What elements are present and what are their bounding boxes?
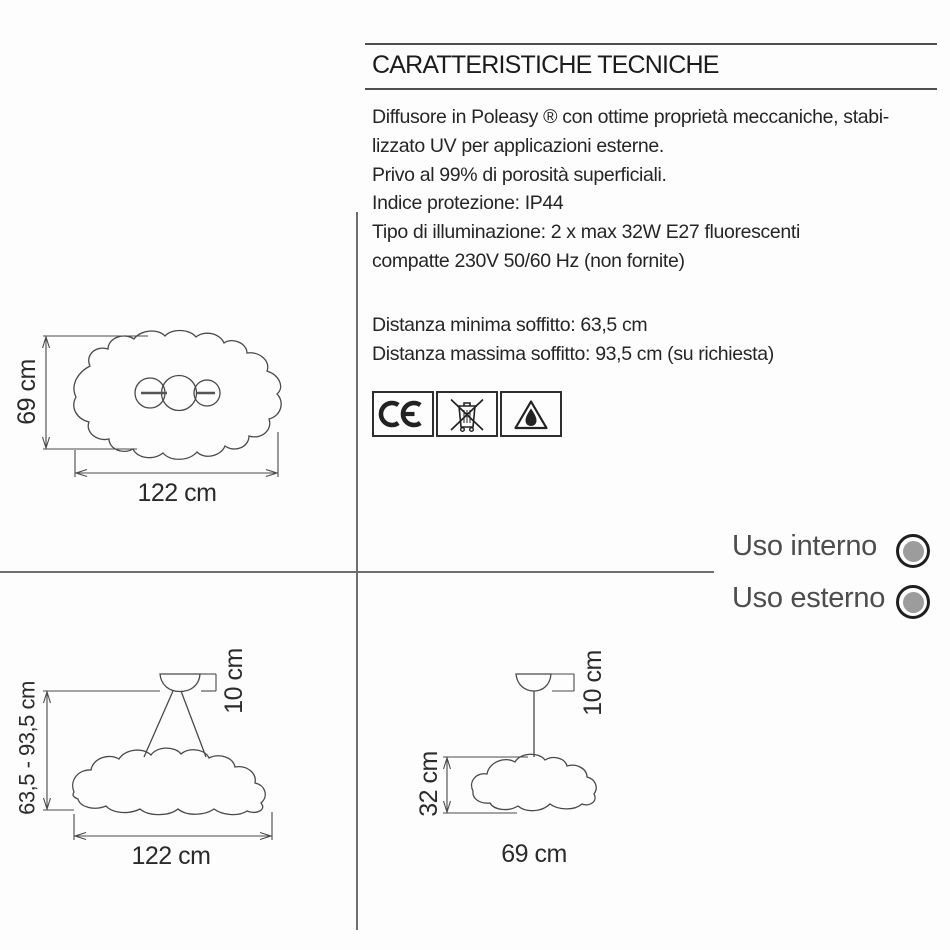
specs-line: Indice protezione: IP44 [372, 192, 564, 215]
canopy-large [160, 674, 200, 692]
top-view-drawing [0, 325, 340, 520]
side-large-drop-label: 63,5 - 93,5 cm [14, 681, 40, 815]
ce-mark-box [372, 391, 434, 437]
uso-interno-label: Uso interno [732, 530, 877, 562]
weee-bin-box [436, 391, 498, 437]
top-view-width-label: 122 cm [137, 479, 217, 507]
distance-min: Distanza minima soffitto: 63,5 cm [372, 314, 648, 336]
specs-paragraph [372, 103, 889, 276]
title-rule-bottom [365, 88, 937, 90]
uso-interno-indicator-dot [903, 541, 924, 562]
uso-esterno-indicator [896, 585, 930, 619]
ceiling-distances [372, 311, 774, 369]
side-small-canopy-label: 10 cm [579, 650, 607, 716]
uso-esterno-indicator-dot [903, 592, 924, 613]
side-view-large-drawing [0, 640, 330, 885]
cloud-side-large-outline [73, 748, 266, 815]
side-large-width-label: 122 cm [131, 842, 211, 870]
specs-line: Tipo di illuminazione: 2 x max 32W E27 fluorescenti [372, 221, 800, 244]
uso-esterno-label: Uso esterno [732, 582, 886, 614]
cloud-side-small-outline [472, 754, 597, 810]
specs-line: compatte 230V 50/60 Hz (non fornite) [372, 249, 685, 272]
suspension-wire-right [181, 691, 206, 757]
page-title: CARATTERISTICHE TECNICHE [372, 51, 719, 79]
distance-max: Distanza massima soffitto: 93,5 cm (su richiesta) [372, 342, 774, 365]
suspension-wire-left [144, 691, 173, 757]
drop-glyph [526, 409, 537, 427]
uso-interno-indicator [896, 534, 930, 568]
side-small-height-label: 32 cm [415, 751, 443, 817]
title-rule-top [365, 43, 937, 45]
side-view-small-drawing [395, 640, 640, 885]
specs-line: lizzato UV per applicazioni esterne. [372, 134, 664, 157]
certification-icons [372, 391, 562, 437]
side-large-canopy-label: 10 cm [220, 648, 248, 714]
horizontal-divider [0, 571, 714, 573]
warning-triangle-drop-icon [502, 393, 560, 435]
canopy-small [516, 674, 551, 691]
ce-mark-icon [374, 393, 432, 435]
top-view-height-label: 69 cm [13, 359, 41, 425]
cloud-top-view-outline [74, 330, 281, 459]
side-small-width-label: 69 cm [501, 840, 567, 868]
warning-triangle-box [500, 391, 562, 437]
weee-crossed-out-bin-icon [438, 393, 496, 435]
specs-line: Privo al 99% di porosità superficiali. [372, 163, 667, 186]
specs-line: Diffusore in Poleasy ® con ottime proprietà meccaniche, stabi- [372, 106, 889, 128]
